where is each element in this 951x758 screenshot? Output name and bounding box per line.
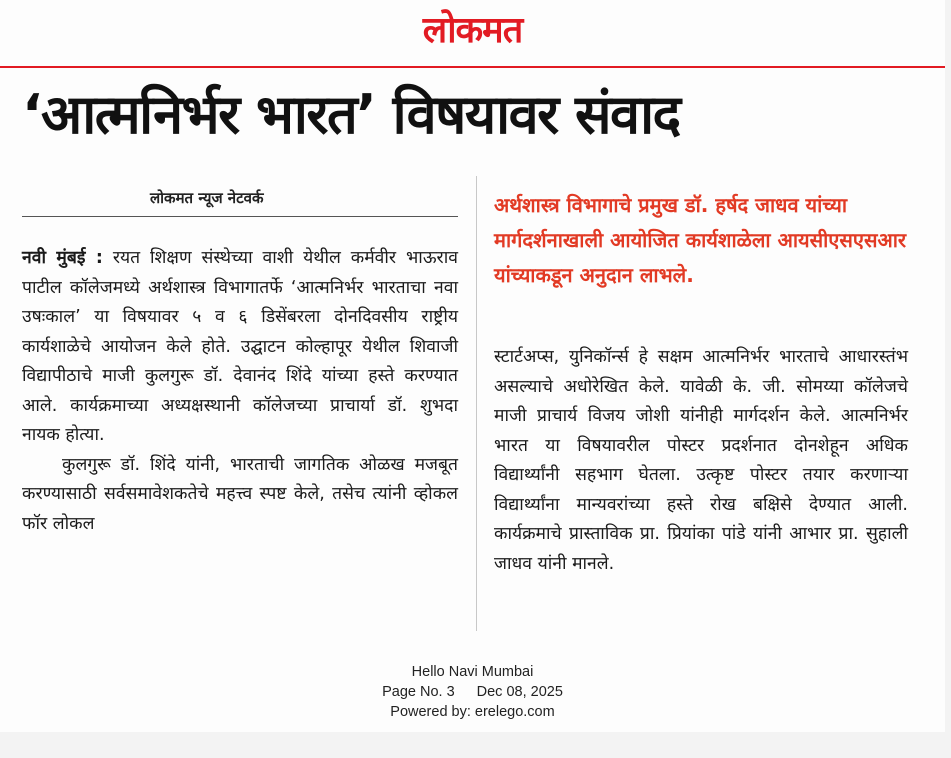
masthead-rule bbox=[0, 66, 945, 68]
footer-date: Dec 08, 2025 bbox=[476, 684, 563, 700]
footer-page-date bbox=[0, 682, 945, 702]
paragraph-1 bbox=[22, 244, 458, 451]
article-headline: ‘आत्मनिर्भर भारत’ विषयावर संवाद bbox=[22, 83, 680, 146]
footer-publication: Hello Navi Mumbai bbox=[411, 664, 534, 680]
pull-quote: अर्थशास्त्र विभागाचे प्रमुख डॉ. हर्षद जाधव यांच्या मार्गदर्शनाखाली आयोजित कार्यशाळेला आयसीएसएसआर यांच्याकडून अनुदान लाभले. bbox=[494, 193, 907, 287]
dateline: नवी मुंबई : bbox=[22, 248, 103, 268]
byline-divider bbox=[22, 216, 458, 217]
paragraph-2: कुलगुरू डॉ. शिंदे यांनी, भारताची जागतिक ओळख मजबूत करण्यासाठी सर्वसमावेशकतेचे महत्त्व स्पष्ट केले, तसेच त्यांनी व्होकल फॉर लोकल bbox=[22, 454, 458, 534]
article-column-left bbox=[22, 244, 458, 539]
paragraph-1-text: रयत शिक्षण संस्थेच्या वाशी येथील कर्मवीर भाऊराव पाटील कॉलेजमध्ये अर्थशास्त्र विभागातर्फे ‘आत्मनिर्भर भारताचा नवा उषःकाल’ या विषयावर ५ व ६ डिसेंबरला दोनदिवसीय राष्ट्रीय कार्यशाळेचे आयोजन केले होते. उद्घाटन कोल्हापूर येथील शिवाजी विद्यापीठाचे माजी कुलगुरू डॉ. देवानंद शिंदे यांच्या हस्ते करण्यात आले. कार्यक्रमाच्या अध्यक्षस्थानी कॉलेजच्या प्राचार्या डॉ. शुभदा नायक होत्या. bbox=[22, 248, 458, 445]
masthead bbox=[0, 6, 945, 54]
lokmat-logo: लोकमत bbox=[422, 9, 523, 51]
byline: लोकमत न्यूज नेटवर्क bbox=[150, 189, 264, 207]
paragraph-3: स्टार्टअप्स, युनिकॉर्न्स हे सक्षम आत्मनिर्भर भारताचे आधारस्तंभ असल्याचे अधोरेखित केले. यावेळी के. जी. सोमय्या कॉलेजचे माजी प्राचार्य विजय जोशी यांनीही मार्गदर्शन केले. आत्मनिर्भर भारत या विषयावरील पोस्टर प्रदर्शनात दोनशेहून अधिक विद्यार्थ्यांनी सहभाग घेतला. उत्कृष्ट पोस्टर तयार करणाऱ्या विद्यार्थ्यांना मान्यवरांच्या हस्ते रोख बक्षिसे देण्यात आली. कार्यक्रमाचे प्रास्ताविक प्रा. प्रियांका पांडे यांनी आभार प्रा. सुहाली जाधव यांनी मानले. bbox=[494, 347, 908, 574]
footer bbox=[0, 662, 945, 722]
column-divider bbox=[476, 176, 477, 631]
footer-powered-by[interactable]: Powered by: erelego.com bbox=[390, 704, 555, 720]
footer-page: Page No. 3 bbox=[382, 684, 455, 700]
article-column-right bbox=[494, 343, 908, 579]
